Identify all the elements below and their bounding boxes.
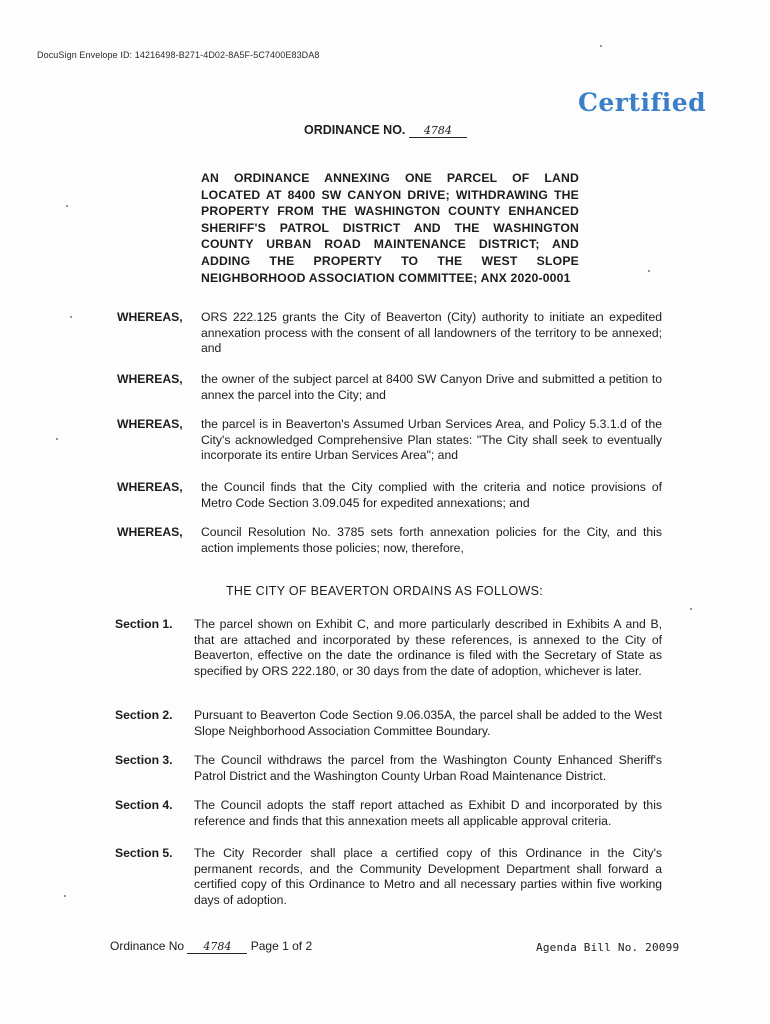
heading-line: SHERIFF'S PATROL DISTRICT AND THE WASHINGTON — [201, 220, 579, 235]
heading-line: LOCATED AT 8400 SW CANYON DRIVE; WITHDRAWING THE — [201, 187, 579, 202]
footer-ordinance-label: Ordinance No — [110, 939, 185, 953]
footer-page-number: Page 1 of 2 — [250, 939, 313, 953]
ordinance-heading — [201, 170, 579, 286]
footer-ordinance — [110, 939, 312, 954]
section-label: Section 5. — [115, 846, 173, 860]
whereas-label: WHEREAS, — [117, 480, 183, 494]
ordains-heading: THE CITY OF BEAVERTON ORDAINS AS FOLLOWS: — [226, 584, 543, 598]
heading-line: COUNTY URBAN ROAD MAINTENANCE DISTRICT; AND — [201, 237, 579, 252]
heading-line: NEIGHBORHOOD ASSOCIATION COMMITTEE; ANX 2020-0001 — [201, 270, 571, 285]
ordinance-title — [304, 123, 467, 138]
section-label: Section 4. — [115, 798, 173, 812]
certified-stamp: Certified — [578, 88, 707, 117]
docusign-envelope-id: DocuSign Envelope ID: 14216498-B271-4D02-8A5F-5C7400E83DA8 — [37, 50, 320, 60]
ordinance-number: 4784 — [409, 124, 467, 138]
whereas-text: ORS 222.125 grants the City of Beaverton (City) authority to initiate an expedited annexation process with the consent of all landowners of the territory to be annexed; and — [201, 310, 662, 356]
scan-speck — [64, 895, 66, 897]
scan-speck — [66, 205, 68, 207]
scan-speck — [56, 438, 58, 440]
scan-speck — [70, 316, 72, 318]
footer-ordinance-number: 4784 — [187, 940, 247, 954]
heading-line: ADDING THE PROPERTY TO THE WEST SLOPE — [201, 253, 579, 268]
whereas-text: the parcel is in Beaverton's Assumed Urban Services Area, and Policy 5.3.1.d of the City's acknowledged Comprehensive Plan states: "The City shall seek to eventually incorporate its entire Urban Services Area"; and — [201, 417, 662, 463]
scan-speck — [600, 45, 602, 47]
section-label: Section 2. — [115, 708, 173, 722]
whereas-label: WHEREAS, — [117, 372, 183, 386]
section-label: Section 1. — [115, 617, 173, 631]
section-text: The parcel shown on Exhibit C, and more particularly described in Exhibits A and B, that are attached and incorporated by these references, is annexed to the City of Beaverton, effective on the date the ordinance is filed with the Secretary of State as specified by ORS 222.180, or 30 days from the date of adoption, whichever is later. — [194, 617, 662, 678]
scan-speck — [648, 270, 650, 272]
whereas-label: WHEREAS, — [117, 310, 183, 324]
whereas-label: WHEREAS, — [117, 525, 183, 539]
ordinance-label: ORDINANCE NO. — [304, 123, 406, 137]
section-label: Section 3. — [115, 753, 173, 767]
whereas-label: WHEREAS, — [117, 417, 183, 431]
whereas-text: the owner of the subject parcel at 8400 SW Canyon Drive and submitted a petition to annex the parcel into the City; and — [201, 372, 662, 402]
section-text: The Council adopts the staff report attached as Exhibit D and incorporated by this reference and finds that this annexation meets all applicable approval criteria. — [194, 798, 662, 828]
whereas-text: the Council finds that the City complied with the criteria and notice provisions of Metro Code Section 3.09.045 for expedited annexations; and — [201, 480, 662, 510]
section-text: Pursuant to Beaverton Code Section 9.06.035A, the parcel shall be added to the West Slope Neighborhood Association Committee Boundary. — [194, 708, 662, 738]
heading-line: PROPERTY FROM THE WASHINGTON COUNTY ENHANCED — [201, 204, 579, 219]
section-text: The Council withdraws the parcel from the Washington County Enhanced Sheriff's Patrol District and the Washington County Urban Road Maintenance District. — [194, 753, 662, 783]
heading-line: AN ORDINANCE ANNEXING ONE PARCEL OF LAND — [201, 171, 579, 185]
agenda-bill-number: Agenda Bill No. 20099 — [536, 941, 680, 954]
whereas-text: Council Resolution No. 3785 sets forth annexation policies for the City, and this action implements those policies; now, therefore, — [201, 525, 662, 555]
section-text: The City Recorder shall place a certified copy of this Ordinance in the City's permanent records, and the Community Development Department shall forward a certified copy of this Ordinance to Metro and all necessary parties within five working days of adoption. — [194, 846, 662, 907]
scan-speck — [690, 608, 692, 610]
